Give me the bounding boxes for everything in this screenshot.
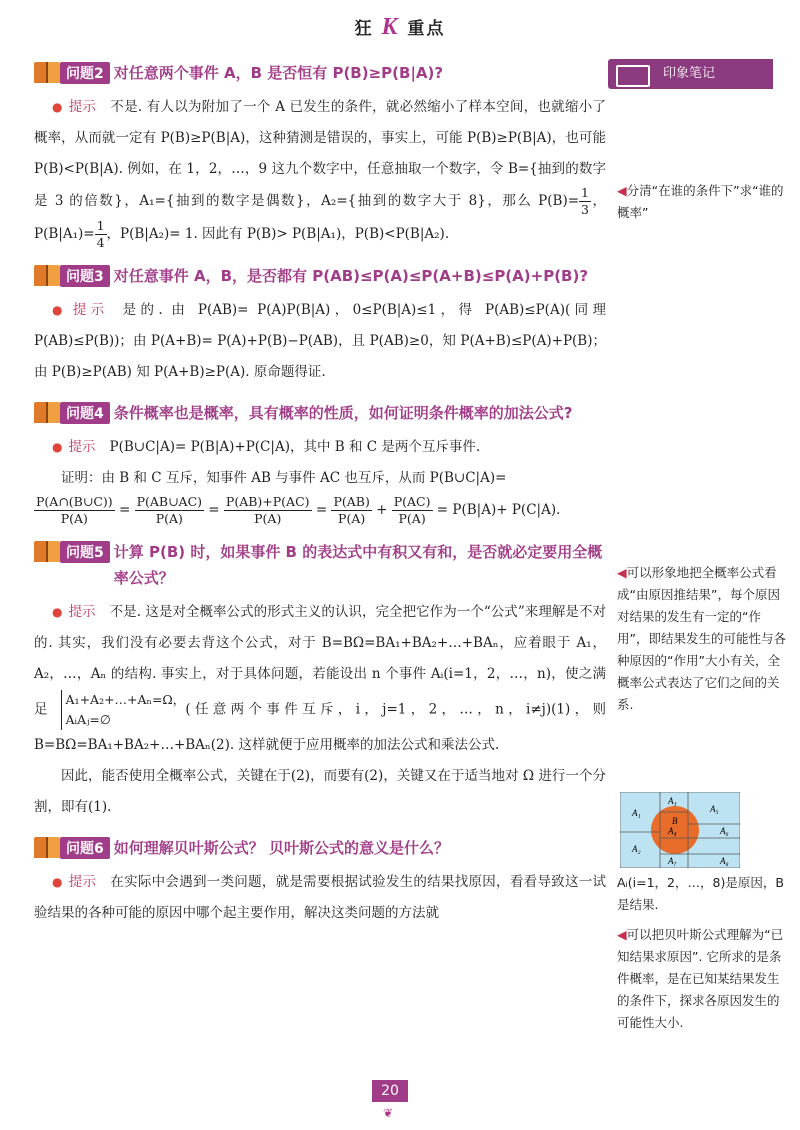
question-5-hint (34, 597, 606, 761)
diagram-label-b: B (672, 816, 678, 826)
page-number: 20 (372, 1080, 408, 1102)
triangle-icon: ◀ (617, 927, 627, 942)
system-line-1: A₁+A₂+…+Aₙ=Ω， (65, 692, 186, 707)
question-label: 问题5 (60, 541, 110, 563)
header-k-logo: K (381, 14, 400, 40)
numerator: 1 (96, 218, 105, 233)
side-tag (608, 59, 773, 89)
book-icon (34, 62, 60, 83)
triangle-icon: ◀ (617, 565, 627, 580)
caption-text: Aᵢ(i=1，2，…，8)是原因，B 是结果. (617, 875, 784, 912)
header-left: 狂 (354, 19, 374, 39)
question-title: 条件概率也是概率，具有概率的性质，如何证明条件概率的加法公式? (113, 404, 573, 422)
side-note-text: 可以形象地把全概率公式看成“由原因推结果”，每个原因对结果的发生有一定的“作用”，即结果发生的可能性与各种原因的“作用”大小有关，全概率公式表达了它们之间的关系. (617, 565, 786, 712)
fraction (579, 185, 591, 218)
denominator: P(A) (398, 511, 426, 526)
denominator: P(A) (338, 511, 366, 526)
hint-text-mid: ，P(B|A₁)= (34, 193, 606, 242)
question-4-equation: $\frac{P(A\cap(B\cup C))}{P(A)}$ = $\frac{P(AB\cup AC)}{P(A)}$ = $\frac{P(AB)+P(AC)}{P(A)}$ = $\frac{P(AB)}{P(A)}$ + $\frac{P(AC)}{P(A)}$ = P(B|A)+ P(C|A). (36, 494, 561, 526)
diagram-label-a5: A₅ (710, 804, 719, 814)
system-tail: (任意两个事件互斥，i，j=1，2，…，n，i≠j)(1)，则 B=BΩ=BA₁+BA₂+…+BAₙ(2). 这样就便于应用概率的加法公式和乘法公式. (34, 701, 606, 753)
hint-label: 提示 (72, 302, 109, 318)
side-note-text: 分清“在谁的条件下”求“谁的概率” (617, 183, 784, 220)
system-line-2: AᵢAⱼ=∅ (65, 712, 111, 727)
question-title: 计算 P(B) 时，如果事件 B 的表达式中有积又有和，是否就必定要用全概率公式？ (113, 543, 603, 587)
bullet-icon: ● (52, 100, 63, 114)
numerator: P(AB∪AC) (136, 494, 203, 509)
question-6-hint (34, 867, 606, 929)
notebook-icon (616, 65, 650, 87)
diagram-caption (617, 872, 787, 916)
hint-text: 是的. 由 P(AB)= P(A)P(B|A)，0≤P(B|A)≤1，得 P(AB)≤P(A)(同理 P(AB)≤P(B))；由 P(A+B)= P(A)+P(B)−P(AB)，且 P(AB)≥0，知 P(A+B)≤P(A)+P(B)；由 P(B)≥P(AB) 知 P(A+B)≥P(A). 原命题得证. (34, 302, 606, 380)
equation-system (61, 690, 186, 730)
denominator: P(A) (60, 511, 88, 526)
hint-text-tail: ，P(B|A₂)= 1. 因此有 P(B)> P(B|A₁)，P(B)<P(B|A₂). (106, 226, 450, 242)
triangle-icon: ◀ (617, 183, 627, 198)
side-note-1 (617, 180, 787, 224)
main-content (34, 60, 606, 929)
question-4-proof (34, 463, 606, 494)
proof-text: 证明：由 B 和 C 互斥，知事件 AB 与事件 AC 也互斥，从而 P(B∪C|A)= (61, 470, 507, 486)
question-4-hint (34, 432, 606, 463)
question-title: 对任意两个事件 A，B 是否恒有 P(B)≥P(B|A)? (113, 64, 444, 82)
hint-label: 提示 (68, 874, 97, 890)
question-title: 对任意事件 A，B，是否都有 P(AB)≤P(A)≤P(A+B)≤P(A)+P(B)? (113, 267, 589, 285)
bullet-icon: ● (52, 440, 63, 454)
bullet-icon: ● (52, 605, 63, 619)
diagram-label-a1: A₁ (632, 808, 641, 818)
book-icon (34, 265, 60, 286)
diagram-label-a4: A₄ (668, 826, 677, 836)
side-note-3 (617, 924, 787, 1034)
numerator: P(AC) (393, 494, 431, 509)
denominator: 4 (96, 235, 105, 250)
denominator: 3 (581, 202, 589, 217)
header-right: 重点 (407, 19, 446, 39)
diagram-label-a6: A₆ (720, 826, 729, 836)
question-label: 问题3 (60, 265, 110, 287)
question-label: 问题4 (60, 402, 110, 424)
question-3-hint (34, 295, 606, 388)
denominator: P(A) (155, 511, 183, 526)
question-label: 问题2 (60, 62, 110, 84)
equation-tail: = P(B|A)+ P(C|A). (436, 502, 561, 518)
hint-text: 在实际中会遇到一类问题，就是需要根据试验发生的结果找原因，看看导致这一试验结果的各种可能的原因中哪个起主要作用，解决这类问题的方法就 (34, 874, 606, 921)
hint-label: 提示 (68, 439, 96, 455)
question-3-heading (34, 263, 606, 289)
hint-text: 不是. 有人以为附加了一个 A 已发生的条件，就必然缩小了样本空间，也就缩小了概率，从而就一定有 P(B)≥P(B|A)，这种猜测是错误的，事实上，可能 P(B)≥P(B|A)，也可能 P(B)<P(B|A). 例如，在 1，2，…，9 这九个数字中，任意抽取一个数字，令 B={抽到的数字是 3 的倍数}，A₁={抽到的数字是偶数}，A₂={抽到的数字大于 8}，那么 P(B)= (34, 99, 606, 209)
question-label: 问题6 (60, 837, 110, 859)
side-tag-label: 印象笔记 (663, 66, 716, 81)
hint-text: P(B∪C|A)= P(B|A)+P(C|A)，其中 B 和 C 是两个互斥事件. (109, 439, 481, 455)
book-icon (34, 402, 60, 423)
question-5-heading (34, 539, 606, 591)
partition-diagram (620, 792, 740, 868)
side-note-2 (617, 562, 787, 716)
book-icon (34, 541, 60, 562)
bullet-icon: ● (52, 875, 63, 889)
bullet-icon: ● (52, 303, 67, 317)
diagram-label-a2: A₂ (632, 844, 641, 854)
diagram-label-a7: A₇ (668, 856, 677, 866)
hint-label: 提示 (68, 99, 97, 115)
numerator: P(AB) (333, 494, 370, 509)
conclusion-text: 因此，能否使用全概率公式，关键在于(2)，而要有(2)，关键又在于适当地对 Ω 进行一个分割，即有(1). (34, 768, 606, 815)
question-5-conclusion (34, 761, 606, 823)
hint-label: 提示 (68, 604, 96, 620)
fraction (95, 218, 107, 251)
question-title: 如何理解贝叶斯公式？ 贝叶斯公式的意义是什么？ (113, 839, 449, 857)
hint-text: 不是. 这是对全概率公式的形式主义的认识，完全把它作为一个“公式”来理解是不对的. 其实，我们没有必要去背这个公式，对于 B=BΩ=BA₁+BA₂+…+BAₙ，应着眼于 A₁，A₂，…，Aₙ 的结构. 事实上，对于具体问题，若能设出 n 个事件 Aᵢ(i=1，2，…，n)，使之满足 (34, 604, 606, 718)
diagram-label-a3: A₃ (668, 796, 677, 806)
question-2-heading (34, 60, 606, 86)
question-6-heading (34, 835, 606, 861)
bird-ornament-icon: ❦ (383, 1106, 394, 1120)
denominator: P(A) (254, 511, 282, 526)
diagram-label-a8: A₈ (720, 856, 729, 866)
side-note-text: 可以把贝叶斯公式理解为“已知结果求原因”. 它所求的是条件概率，是在已知某结果发生的条件下，探求各原因发生的可能性大小. (617, 927, 784, 1030)
question-4-heading (34, 400, 606, 426)
numerator: P(AB)+P(AC) (225, 494, 310, 509)
question-2-hint (34, 92, 606, 251)
numerator: P(A∩(B∪C)) (36, 494, 113, 509)
numerator: 1 (581, 185, 589, 200)
book-icon (34, 837, 60, 858)
page-header (0, 14, 800, 41)
